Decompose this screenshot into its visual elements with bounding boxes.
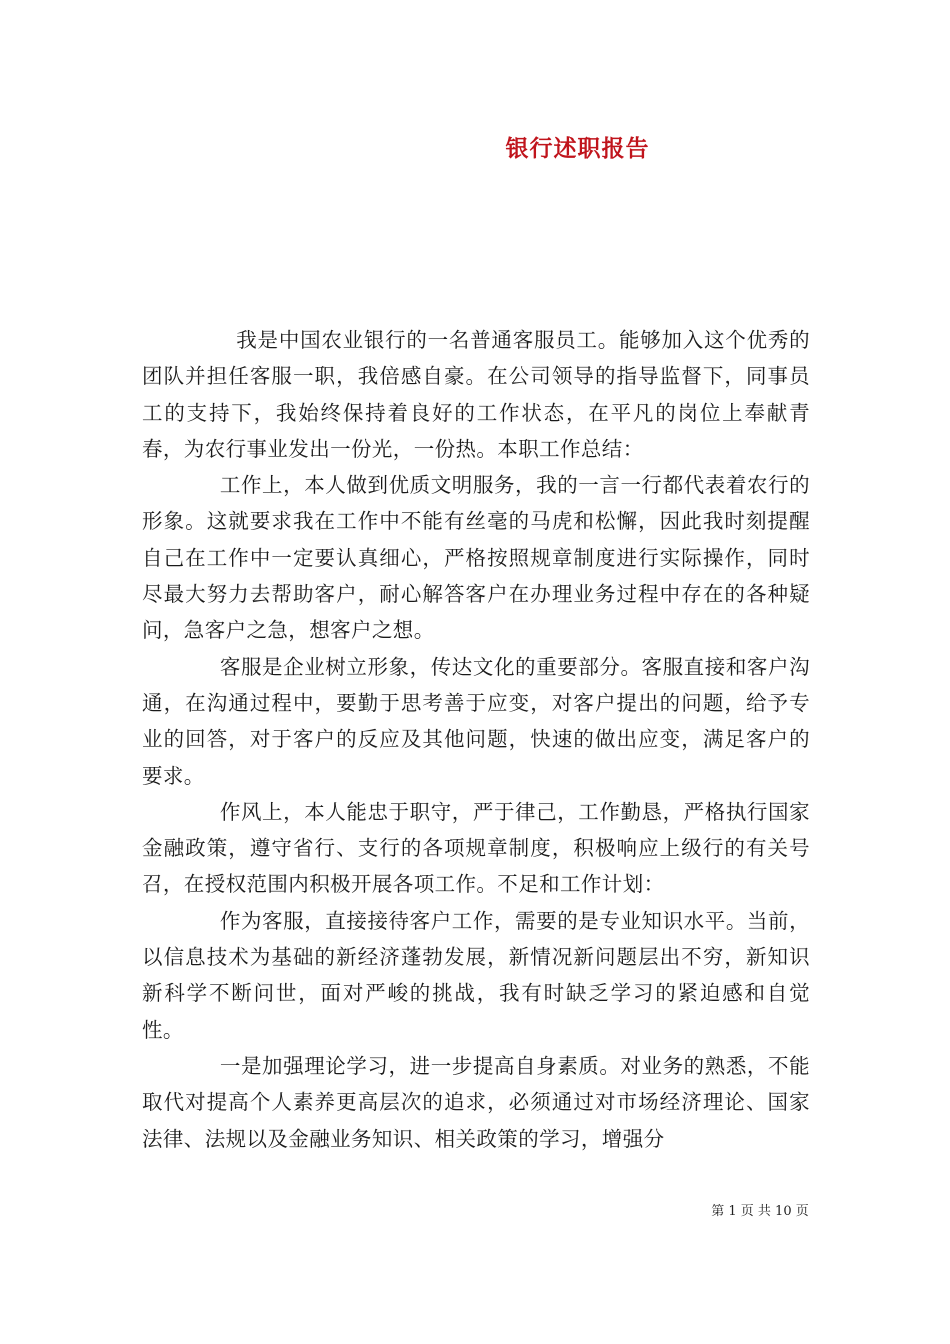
paragraph-shortcomings: 作为客服，直接接待客户工作，需要的是专业知识水平。当前，以信息技术为基础的新经济蓬勃发展，新情况新问题层出不穷，新知识新科学不断问世，面对严峻的挑战，我有时缺乏学习的紧迫感和自觉性。 [142,908,810,1042]
paragraph-customer-service: 客服是企业树立形象，传达文化的重要部分。客服直接和客户沟通，在沟通过程中，要勤于思考善于应变，对客户提出的问题，给予专业的回答，对于客户的反应及其他问题，快速的做出应变，满足客户的要求。 [142,654,810,788]
paragraph-work: 工作上，本人做到优质文明服务，我的一言一行都代表着农行的形象。这就要求我在工作中不能有丝毫的马虎和松懈，因此我时刻提醒自己在工作中一定要认真细心，严格按照规章制度进行实际操作，同时尽最大努力去帮助客户，耐心解答客户在办理业务过程中存在的各种疑问，急客户之急，想客户之想。 [142,473,810,643]
page-number-footer: 第 1 页 共 10 页 [711,1204,809,1219]
document-body [142,322,810,1157]
paragraph-style: 作风上，本人能忠于职守，严于律己，工作勤恳，严格执行国家金融政策，遵守省行、支行的各项规章制度，积极响应上级行的有关号召，在授权范围内积极开展各项工作。不足和工作计划： [142,799,810,897]
paragraph-plan-one: 一是加强理论学习，进一步提高自身素质。对业务的熟悉，不能取代对提高个人素养更高层次的追求，必须通过对市场经济理论、国家法律、法规以及金融业务知识、相关政策的学习，增强分 [142,1053,810,1151]
paragraph-intro: 我是中国农业银行的一名普通客服员工。能够加入这个优秀的团队并担任客服一职，我倍感自豪。在公司领导的指导监督下，同事员工的支持下，我始终保持着良好的工作状态，在平凡的岗位上奉献青春，为农行事业发出一份光，一份热。本职工作总结： [142,328,810,461]
document-title: 银行述职报告 [505,135,650,162]
